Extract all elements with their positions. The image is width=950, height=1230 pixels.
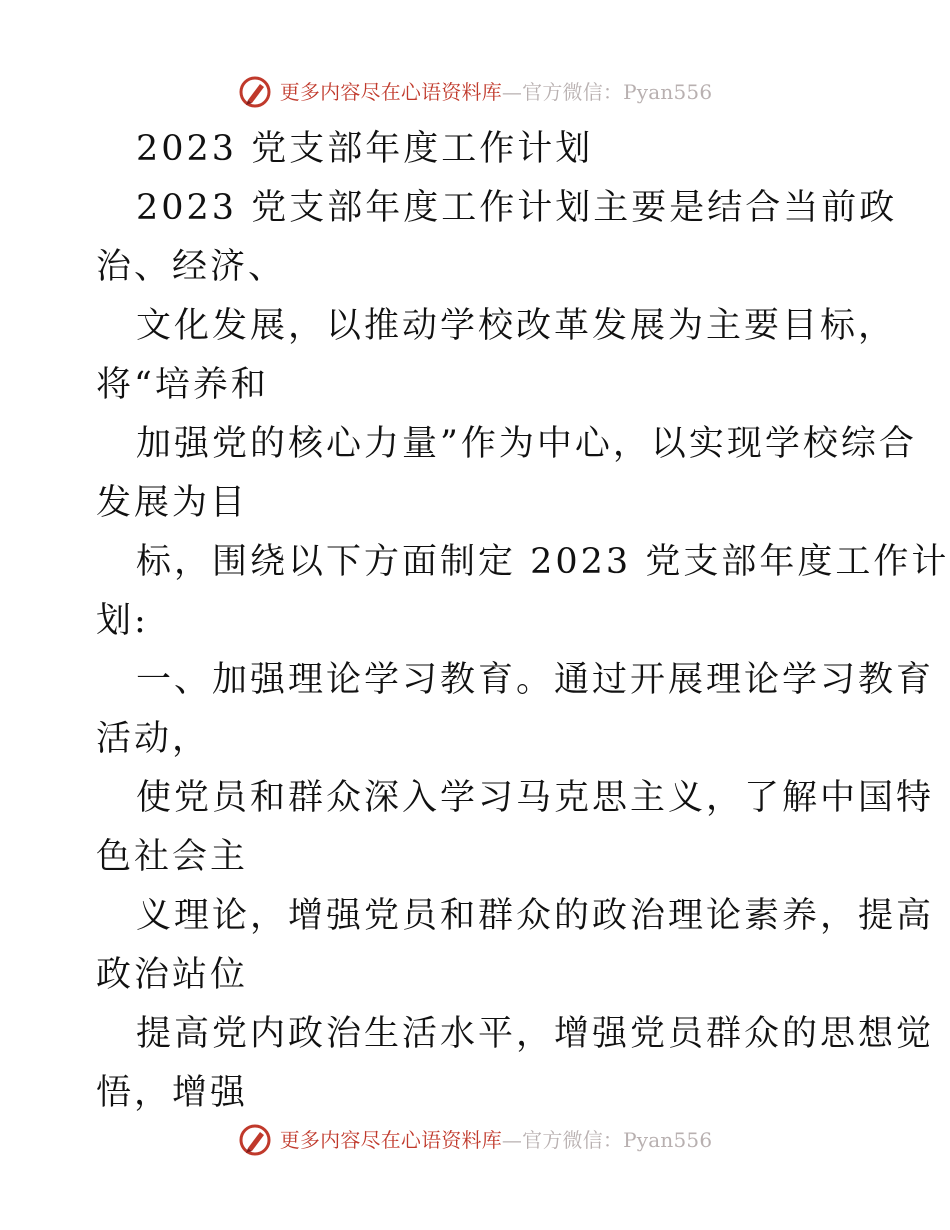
footer-banner-dash: — bbox=[501, 1128, 523, 1152]
header-banner bbox=[0, 72, 950, 112]
footer-banner-site: 更多内容尽在心语资料库 bbox=[279, 1128, 502, 1152]
pen-in-circle-logo-icon bbox=[238, 1123, 272, 1157]
pen-in-circle-logo-icon bbox=[238, 75, 272, 109]
footer-banner-text bbox=[280, 1130, 713, 1150]
document-line: 加强党的核心力量”作为中心，以实现学校综合 bbox=[136, 424, 917, 464]
header-banner-id: Pyan556 bbox=[623, 80, 713, 104]
document-line: 义理论，增强党员和群众的政治理论素养，提高 bbox=[136, 896, 935, 936]
document-body bbox=[96, 120, 950, 1123]
document-title: 2023 党支部年度工作计划 bbox=[136, 129, 594, 169]
document-line: 文化发展，以推动学校改革发展为主要目标， bbox=[136, 306, 897, 346]
document-line: 2023 党支部年度工作计划主要是结合当前政 bbox=[136, 188, 898, 228]
document-line: 提高党内政治生活水平，增强党员群众的思想觉 bbox=[136, 1014, 935, 1054]
document-line: 活动， bbox=[96, 719, 211, 759]
footer-banner-id: Pyan556 bbox=[623, 1128, 713, 1152]
document-line: 发展为目 bbox=[96, 483, 249, 523]
footer-banner-official: 官方微信： bbox=[522, 1128, 624, 1152]
document-line: 将“培养和 bbox=[96, 365, 269, 405]
document-line: 一、加强理论学习教育。通过开展理论学习教育 bbox=[136, 660, 935, 700]
header-banner-site: 更多内容尽在心语资料库 bbox=[279, 80, 502, 104]
document-line: 使党员和群众深入学习马克思主义，了解中国特 bbox=[136, 778, 935, 818]
document-line: 标，围绕以下方面制定 2023 党支部年度工作计 bbox=[136, 542, 950, 582]
document-line: 色社会主 bbox=[96, 837, 249, 877]
header-banner-text bbox=[280, 82, 713, 102]
header-banner-official: 官方微信： bbox=[522, 80, 624, 104]
document-line: 划: bbox=[96, 601, 149, 641]
footer-banner bbox=[0, 1120, 950, 1160]
document-line: 治、经济、 bbox=[96, 247, 287, 287]
document-line: 政治站位 bbox=[96, 955, 249, 995]
header-banner-dash: — bbox=[501, 80, 523, 104]
document-line: 悟，增强 bbox=[96, 1073, 249, 1113]
